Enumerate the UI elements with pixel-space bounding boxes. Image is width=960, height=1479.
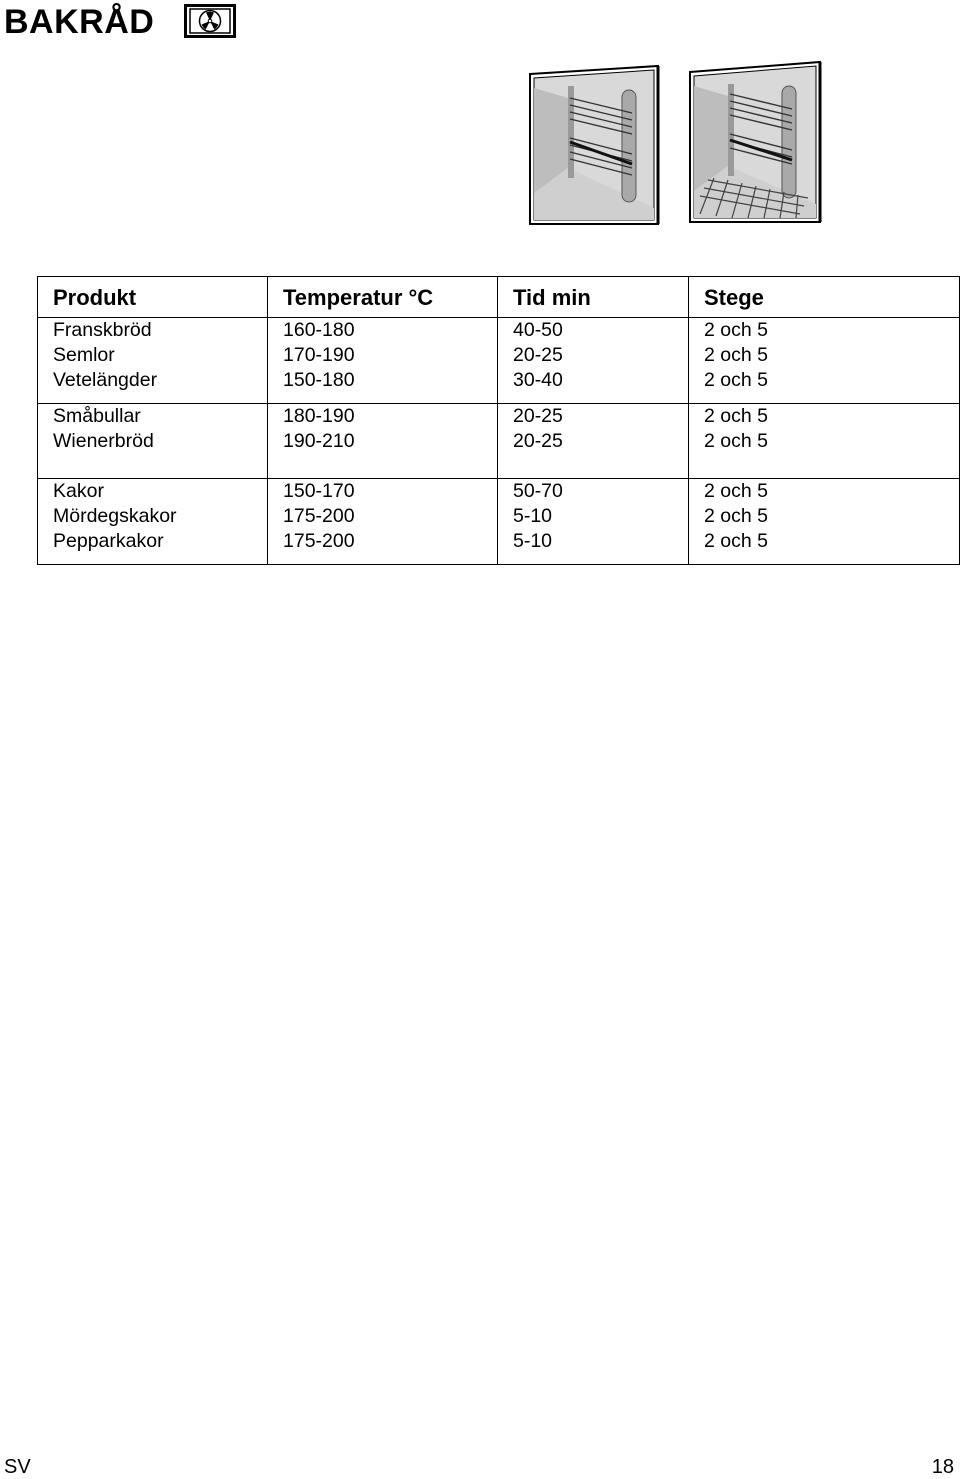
tid-value: 20-25 (513, 430, 563, 452)
temperatur-cell (268, 404, 498, 479)
table-row (38, 318, 960, 404)
produkt-cell (38, 404, 268, 479)
stege-value: 2 och 5 (704, 319, 768, 341)
header-stege: Stege (689, 277, 960, 318)
temperatur-value: 190-210 (283, 430, 355, 452)
header-produkt: Produkt (38, 277, 268, 318)
stege-value: 2 och 5 (704, 369, 768, 391)
produkt-cell (38, 479, 268, 565)
produkt-item: Vetelängder (53, 369, 158, 391)
page-title: BAKRÅD (4, 3, 155, 41)
tid-cell (498, 404, 689, 479)
stege-value: 2 och 5 (704, 430, 768, 452)
produkt-item: Wienerbröd (53, 430, 154, 452)
oven-left-drawing (530, 66, 658, 224)
oven-right-drawing (690, 62, 820, 222)
stege-cell (689, 479, 960, 565)
produkt-item: Franskbröd (53, 319, 152, 341)
stege-value: 2 och 5 (704, 405, 768, 427)
temperatur-cell (268, 479, 498, 565)
tid-value: 30-40 (513, 369, 563, 391)
stege-value: 2 och 5 (704, 344, 768, 366)
temperatur-value: 180-190 (283, 405, 355, 427)
temperatur-value: 150-170 (283, 480, 355, 502)
table-row (38, 404, 960, 479)
temperatur-value: 160-180 (283, 319, 355, 341)
stege-cell (689, 404, 960, 479)
tid-value: 5-10 (513, 505, 553, 527)
temperatur-value: 175-200 (283, 505, 355, 527)
temperatur-value: 170-190 (283, 344, 355, 366)
baking-table (37, 276, 960, 565)
tid-value: 50-70 (513, 480, 563, 502)
header-temperatur: Temperatur °C (268, 277, 498, 318)
stege-cell (689, 318, 960, 404)
produkt-item: Pepparkakor (53, 530, 164, 552)
oven-rack-illustration (528, 58, 824, 228)
table-row (38, 479, 960, 565)
tid-value: 40-50 (513, 319, 563, 341)
produkt-item: Semlor (53, 344, 115, 366)
tid-value: 20-25 (513, 405, 563, 427)
produkt-cell (38, 318, 268, 404)
stege-value: 2 och 5 (704, 505, 768, 527)
produkt-item: Småbullar (53, 405, 141, 427)
stege-value: 2 och 5 (704, 530, 768, 552)
header-tid: Tid min (498, 277, 689, 318)
table-header-row (38, 277, 960, 318)
produkt-item: Mördegskakor (53, 505, 177, 527)
tid-value: 20-25 (513, 344, 563, 366)
tid-cell (498, 479, 689, 565)
tid-cell (498, 318, 689, 404)
footer-language: SV (4, 1456, 31, 1478)
page-number: 18 (931, 1456, 954, 1478)
fan-icon (184, 4, 236, 38)
temperatur-value: 175-200 (283, 530, 355, 552)
temperatur-value: 150-180 (283, 369, 355, 391)
produkt-item: Kakor (53, 480, 104, 502)
temperatur-cell (268, 318, 498, 404)
tid-value: 5-10 (513, 530, 553, 552)
stege-value: 2 och 5 (704, 480, 768, 502)
